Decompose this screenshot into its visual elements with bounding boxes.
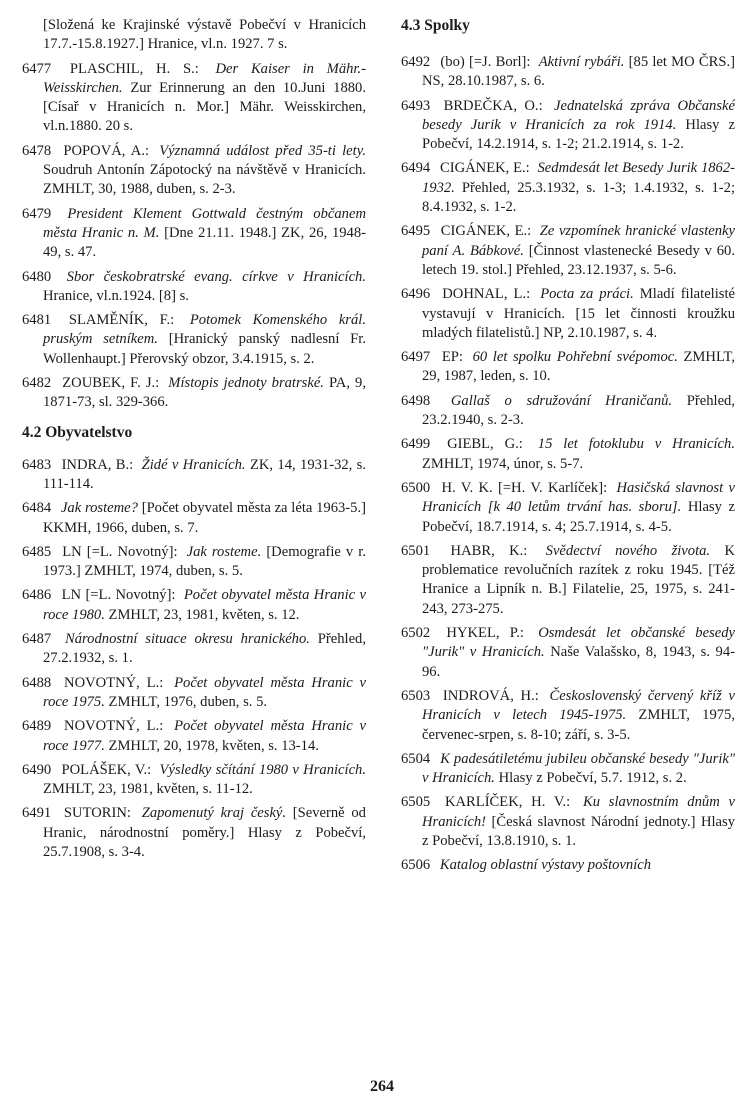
bibliography-entry — [22, 586, 366, 625]
entry-title: Výsledky sčítání 1980 v Hranicích. — [159, 761, 367, 778]
bibliography-entry — [401, 222, 735, 280]
entry-title: Pocta za práci. — [540, 286, 634, 303]
entry-title: Jednatelská zpráva Občanské besedy Jurik v Hranicích za rok 1914. — [422, 97, 735, 133]
entries-group — [22, 456, 366, 863]
bibliography-entry — [401, 392, 735, 431]
entry-title: Aktivní rybáři. — [538, 54, 625, 70]
entry-number: 6487 — [22, 631, 52, 648]
entry-author: EP: — [441, 349, 463, 366]
entry-title: President Klement Gottwald čestným občanem města Hranic n. M. — [43, 205, 366, 241]
entry-number: 6486 — [22, 587, 52, 604]
entry-title: Počet obyvatel města Hranic v roce 1975. — [43, 674, 366, 710]
entry-number: 6503 — [401, 687, 431, 704]
bibliography-entry — [22, 268, 366, 307]
entry-details: ZMHLT, 29, 1987, leden, s. 10. — [422, 349, 735, 385]
section-heading-spolky: 4.3 Spolky — [401, 17, 470, 34]
bibliography-entry — [22, 456, 366, 495]
entry-details: [Počet obyvatel města za léta 1963-5.] KKMH, 1966, duben, s. 7. — [43, 500, 366, 536]
page-number: 264 — [370, 1078, 394, 1095]
bibliography-entry — [401, 624, 735, 682]
entry-details: Přehled, 25.3.1932, s. 1-3; 1.4.1932, s. 1-2; 8.4.1932, s. 1-2. — [422, 179, 735, 216]
entry-number: 6483 — [22, 456, 52, 473]
entry-number: 6506 — [401, 857, 431, 874]
entry-number: 6484 — [22, 500, 52, 517]
entry-title: Židé v Hranicích. — [141, 456, 246, 473]
entry-title: Ku slavnostním dnům v Hranicích! — [422, 794, 735, 830]
entry-title: Počet obyvatel města Hranic v roce 1980. — [43, 587, 366, 623]
entry-author: HYKEL, P.: — [446, 625, 524, 642]
entry-title: Hasičská slavnost v Hranicích [k 40 letům trvání has. sboru]. — [422, 479, 735, 516]
entry-number: 6497 — [401, 349, 431, 366]
bibliography-entry — [22, 311, 366, 369]
entry-author: KARLÍČEK, H. V.: — [444, 794, 571, 811]
entry-title: Významná událost před 35-ti lety. — [159, 142, 367, 159]
bibliography-entry — [401, 856, 735, 875]
entry-title: Sedmdesát let Besedy Jurik 1862-1932. — [422, 160, 735, 196]
bibliography-entry — [22, 60, 366, 137]
entry-title: Katalog oblastní výstavy poštovních — [439, 857, 652, 874]
entry-number: 6485 — [22, 543, 52, 560]
entry-details: Přehled, 23.2.1940, s. 2-3. — [422, 392, 735, 429]
entry-title: Sbor českobratrské evang. církve v Hranicích. — [66, 268, 366, 285]
entry-author: H. V. K. [=H. V. Karlíček]: — [441, 479, 608, 496]
entry-details: [Česká slavnost Národní jednoty.] Hlasy z Pobečví, 13.8.1910, s. 1. — [422, 813, 735, 849]
entry-details: [Dne 21.11. 1948.] ZK, 26, 1948-49, s. 47. — [43, 224, 366, 261]
entry-details: Naše Valašsko, 8, 1943, s. 94-96. — [422, 644, 735, 680]
entry-author: INDRA, B.: — [61, 456, 134, 473]
entry-title: Jak rosteme? — [60, 500, 138, 517]
entry-number: 6495 — [401, 223, 431, 240]
entry-details: Hlasy z Pobečví, 5.7. 1912, s. 2. — [498, 770, 687, 787]
entry-details: ZK, 14, 1931-32, s. 111-114. — [43, 456, 367, 492]
entry-number: 6496 — [401, 286, 431, 303]
entry-number: 6488 — [22, 674, 52, 691]
entry-author: (bo) [=J. Borl]: — [440, 54, 531, 70]
bibliography-entry — [401, 285, 735, 343]
entries-group — [22, 16, 366, 413]
entry-details: ZMHLT, 1976, duben, s. 5. — [108, 693, 268, 710]
entry-number: 6500 — [401, 479, 431, 496]
entry-details: Hranice, vl.n.1924. [8] s. — [43, 287, 189, 304]
bibliography-entry — [401, 435, 735, 474]
entry-details: ZMHLT, 1975, červenec-srpen, s. 8-10; září, s. 3-5. — [422, 707, 735, 743]
entry-details: [Hranický panský nadlesní Fr. Wollenhaupt.] Přerovský obzor, 3.4.1915, s. 2. — [43, 331, 366, 367]
entries-group — [401, 53, 735, 876]
bibliography-entry — [22, 374, 366, 413]
bibliography-entry — [22, 142, 366, 200]
entry-number: 6491 — [22, 805, 52, 822]
entry-details: [Činnost vlastenecké Besedy v 60. letech 19. stol.] Přehled, 23.12.1937, s. 5-6. — [422, 242, 735, 278]
bibliography-entry — [401, 348, 735, 387]
entry-number: 6482 — [22, 375, 52, 392]
left-column — [22, 16, 366, 867]
bibliography-entry — [401, 159, 735, 217]
entry-author: POLÁŠEK, V.: — [61, 761, 152, 778]
entry-details: ZMHLT, 23, 1981, květen, s. 12. — [108, 606, 300, 623]
bibliography-entry — [22, 717, 366, 756]
section-heading-obyvatelstvo: 4.2 Obyvatelstvo — [22, 423, 133, 441]
entry-title: Jak rosteme. — [186, 543, 262, 560]
entry-number: 6504 — [401, 750, 431, 767]
entry-number: 6492 — [401, 54, 431, 70]
bibliography-entry — [22, 543, 366, 582]
entry-number: 6477 — [22, 60, 52, 77]
entry-title: Der Kaiser in Mähr.-Weisskirchen. — [43, 60, 366, 96]
entry-number: 6501 — [401, 542, 431, 559]
entry-details: ZMHLT, 1974, únor, s. 5-7. — [422, 455, 584, 472]
entry-author: SUTORIN: — [63, 805, 131, 822]
entry-title: Československý červený kříž v Hranicích v letech 1945-1975. — [422, 687, 735, 724]
entry-title: 15 let fotoklubu v Hranicích. — [537, 436, 735, 453]
entry-details: PA, 9, 1871-73, sl. 329-366. — [43, 375, 367, 411]
entry-details: ZMHLT, 23, 1981, květen, s. 11-12. — [43, 781, 253, 798]
entry-details: Hlasy z Pobečví, 14.2.1914, s. 1-2; 21.2.1914, s. 1-2. — [422, 116, 735, 153]
entry-title: Svědectví nového života. — [545, 542, 711, 559]
entry-author: NOVOTNÝ, L.: — [64, 718, 164, 735]
entry-details: ZMHLT, 20, 1978, květen, s. 13-14. — [108, 737, 319, 754]
entry-author: NOVOTNÝ, L.: — [64, 674, 164, 691]
entry-number: 6478 — [22, 142, 52, 159]
entry-author: CIGÁNEK, E.: — [439, 160, 530, 177]
entry-title: Potomek Komenského král. pruským setníkem. — [43, 312, 366, 348]
entry-details: [Složená ke Krajinské výstavě Pobečví v Hranicích 17.7.-15.8.1927.] Hranice, vl.n. 1927. 7 s. — [43, 17, 366, 53]
entry-title: Místopis jednoty bratrské. — [168, 375, 324, 392]
entry-number: 6499 — [401, 436, 431, 453]
bibliography-entry — [22, 205, 366, 263]
entry-details: Soudruh Antonín Zápotocký na návštěvě v Hranicích. ZMHLT, 30, 1988, duben, s. 2-3. — [43, 162, 366, 198]
right-column — [401, 16, 735, 881]
entry-author: SLAMĚNÍK, F.: — [68, 312, 175, 329]
entry-title: Osmdesát let občanské besedy "Jurik" v Hranicích. — [422, 625, 736, 661]
entry-author: LN [=L. Novotný]: — [61, 587, 176, 604]
entry-number: 6490 — [22, 761, 52, 778]
entry-number: 6493 — [401, 97, 431, 114]
entry-title: Zapomenutý kraj český. — [141, 805, 287, 822]
bibliography-entry — [22, 499, 366, 538]
entry-details: Zur Erinnerung an den 10.Juni 1880. [Císař v Hranicích n. Mor.] Mähr. Weisskirchen, vl.n.1880. 20 s. — [43, 79, 366, 135]
entry-number: 6479 — [22, 205, 52, 222]
entry-author: ZOUBEK, F. J.: — [62, 375, 160, 392]
entry-author: BRDEČKA, O.: — [443, 97, 543, 114]
entry-title: Ze vzpomínek hranické vlastenky paní A. Bábkové. — [422, 223, 735, 259]
entry-author: LN [=L. Novotný]: — [62, 543, 178, 560]
entry-author: POPOVÁ, A.: — [63, 142, 150, 159]
entry-author: INDROVÁ, H.: — [442, 687, 539, 704]
bibliography-entry — [401, 479, 735, 537]
entry-title: K padesátiletému jubileu občanské besedy "Jurik" v Hranicích. — [422, 750, 736, 787]
entry-author: GIEBL, G.: — [447, 436, 523, 453]
entry-details: [85 let MO ČRS.] NS, 28.10.1987, s. 6. — [422, 54, 735, 90]
bibliography-entry — [401, 750, 735, 789]
entry-details: [Demografie v r. 1973.] ZMHLT, 1974, duben, s. 5. — [43, 543, 366, 580]
bibliography-entry — [401, 793, 735, 851]
bibliography-entry — [22, 16, 366, 55]
bibliography-entry — [401, 542, 735, 619]
entry-number: 6498 — [401, 392, 431, 409]
bibliography-entry — [401, 53, 735, 92]
entry-title: Gallaš o sdružování Hraničanů. — [450, 392, 673, 409]
entry-author: CIGÁNEK, E.: — [440, 223, 532, 240]
bibliography-entry — [22, 674, 366, 713]
entry-author: PLASCHIL, H. S.: — [69, 60, 199, 77]
entry-title: Národnostní situace okresu hranického. — [65, 631, 310, 648]
bibliography-entry — [401, 687, 735, 745]
entry-number: 6480 — [22, 268, 52, 285]
entry-number: 6481 — [22, 312, 52, 329]
bibliography-entry — [22, 804, 366, 862]
entry-number: 6489 — [22, 718, 52, 735]
entry-number: 6505 — [401, 794, 431, 811]
entry-details: K problematice revolučních razítek z roku 1945. [Též Hranice a Lipník n. B.] Filatelie, 25, 1975, s. 241-243, 273-275. — [422, 542, 735, 617]
entry-number: 6494 — [401, 160, 431, 177]
entry-details: Přehled, 27.2.1932, s. 1. — [43, 631, 366, 667]
bibliography-entry — [401, 97, 735, 155]
entry-title: 60 let spolku Pohřební svépomoc. — [472, 349, 678, 366]
entry-number: 6502 — [401, 625, 431, 642]
bibliography-entry — [22, 630, 366, 669]
entry-details: [Severně od Hranic, národnostní poměry.] Hlasy z Pobečví, 25.7.1908, s. 3-4. — [43, 805, 366, 860]
entry-details: Mladí filatelisté vystavují v Hranicích. [15 let činnosti kroužku mladých filatelistů.] NP, 2.10.1987, s. 4. — [422, 286, 735, 341]
bibliography-entry — [22, 761, 366, 800]
entry-details: Hlasy z Pobečví, 18.7.1914, s. 4; 25.7.1914, s. 4-5. — [422, 499, 735, 535]
entry-title: Počet obyvatel města Hranic v roce 1977. — [43, 718, 366, 754]
entry-author: DOHNAL, L.: — [442, 286, 531, 303]
entry-author: HABR, K.: — [450, 542, 528, 559]
